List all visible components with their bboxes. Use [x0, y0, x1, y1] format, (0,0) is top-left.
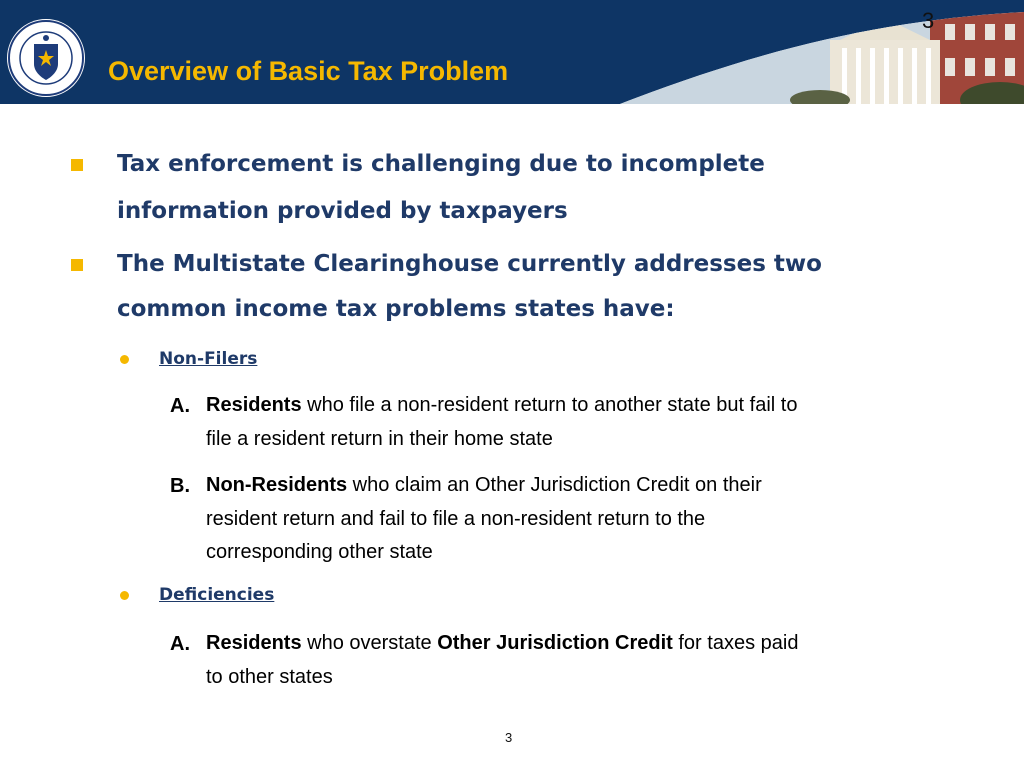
section-heading-deficiencies: Deficiencies [159, 585, 275, 605]
bullet-2-line-2: common income tax problems states have: [117, 296, 675, 322]
square-bullet-icon [71, 159, 83, 171]
item-line: resident return and fail to file a non-resident return to the [206, 508, 706, 530]
item-line [206, 388, 986, 422]
item-text: who overstate [301, 632, 438, 654]
bullet-2-line-1: The Multistate Clearinghouse currently addresses two [117, 251, 822, 277]
item-text: who file a non-resident return to another state but fail to [301, 394, 798, 416]
item-letter: A. [170, 395, 190, 417]
massachusetts-seal-logo [6, 18, 86, 98]
item-letter: A. [170, 633, 190, 655]
item-text: for taxes paid [672, 632, 799, 654]
slide-number: 3 [922, 8, 935, 33]
item-bold-term: Other Jurisdiction Credit [437, 632, 673, 654]
statehouse-image [0, 0, 1024, 104]
section-heading-non-filers: Non-Filers [159, 349, 258, 369]
item-line [206, 468, 986, 502]
item-text: who claim an Other Jurisdiction Credit on their [347, 474, 762, 496]
item-bold-term: Non-Residents [206, 474, 348, 496]
bullet-1-line-1: Tax enforcement is challenging due to incomplete [117, 151, 765, 177]
item-line [206, 626, 986, 660]
dot-bullet-icon [120, 591, 129, 600]
item-letter: B. [170, 475, 190, 497]
item-line: corresponding other state [206, 541, 433, 563]
item-bold-term: Residents [206, 632, 302, 654]
bullet-1-line-2: information provided by taxpayers [117, 198, 568, 224]
item-line: file a resident return in their home state [206, 428, 553, 450]
dot-bullet-icon [120, 355, 129, 364]
footer-page-number: 3 [505, 730, 513, 745]
slide-header [0, 0, 1024, 104]
item-line: to other states [206, 666, 333, 688]
square-bullet-icon [71, 259, 83, 271]
page-title: Overview of Basic Tax Problem [108, 56, 509, 86]
item-bold-term: Residents [206, 394, 302, 416]
